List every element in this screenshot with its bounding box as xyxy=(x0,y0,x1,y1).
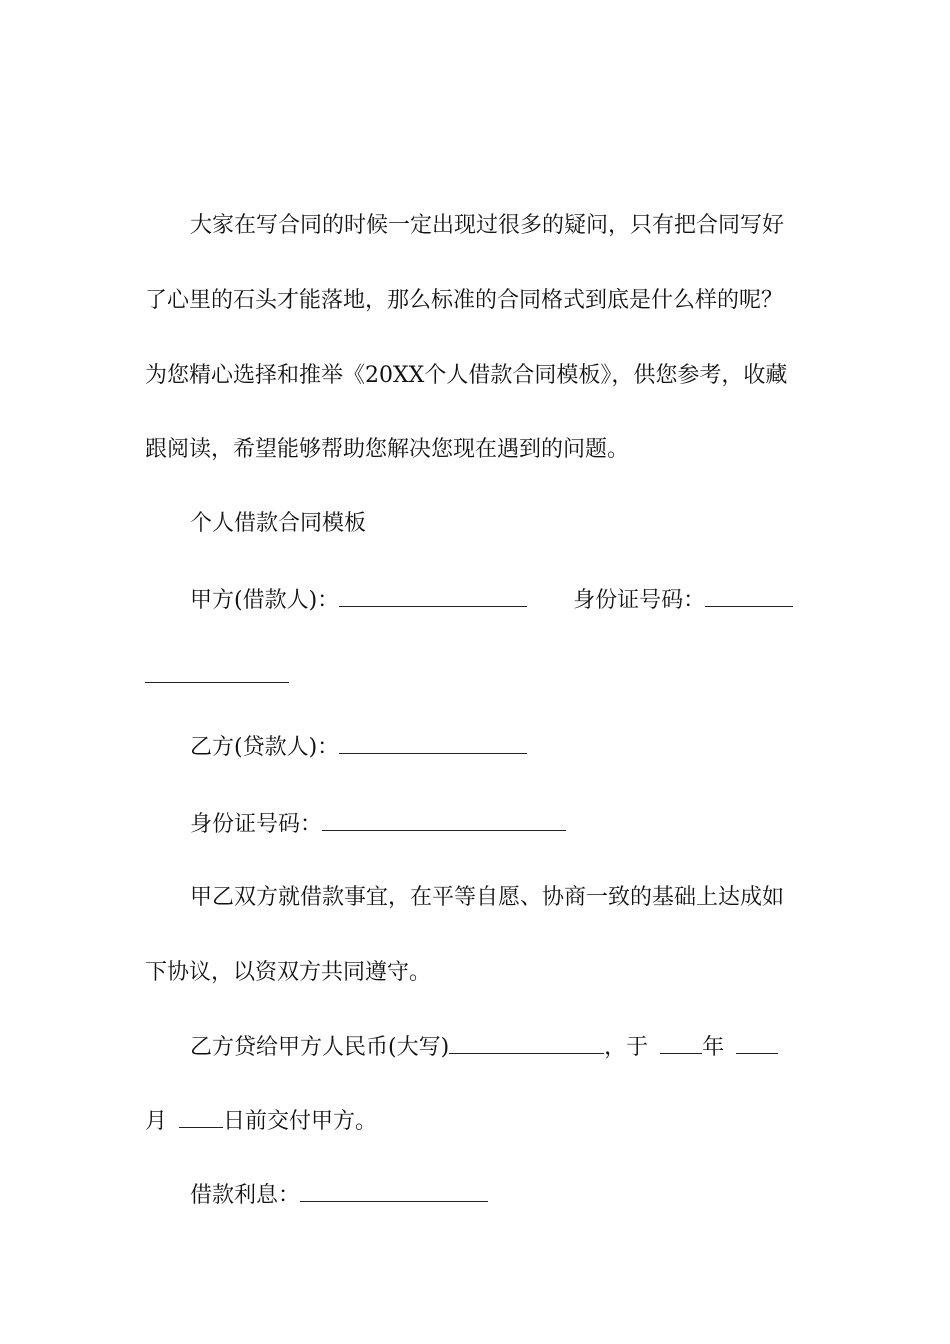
party-a-id-blank[interactable] xyxy=(705,586,793,607)
party-b-id-blank[interactable] xyxy=(322,810,566,831)
loan-date-row xyxy=(145,1107,805,1137)
loan-yu: ，于 xyxy=(604,1035,649,1060)
loan-day-suffix: 日前交付甲方。 xyxy=(223,1109,378,1134)
loan-month-label: 月 xyxy=(145,1109,168,1134)
intro-line-2: 了心里的石头才能落地，那么标准的合同格式到底是什么样的呢？ xyxy=(145,288,784,313)
party-a-label: 甲方(借款人)： xyxy=(190,588,340,613)
intro-line-1: 大家在写合同的时候一定出现过很多的疑问，只有把合同写好 xyxy=(190,213,785,238)
interest-label: 借款利息： xyxy=(190,1183,301,1208)
loan-year-blank[interactable] xyxy=(660,1033,702,1054)
agreement-line-1: 甲乙双方就借款事宜，在平等自愿、协商一致的基础上达成如 xyxy=(190,885,785,910)
interest-blank[interactable] xyxy=(300,1181,488,1202)
loan-amount-blank[interactable] xyxy=(449,1033,604,1054)
party-b-id-row xyxy=(190,810,850,840)
party-b-label: 乙方(贷款人)： xyxy=(190,735,340,760)
loan-year-label: 年 xyxy=(702,1035,725,1060)
party-a-id-continuation xyxy=(145,662,805,692)
intro-line-3: 为您精心选择和推举《20XX个人借款合同模板》，供您参考，收藏 xyxy=(145,363,788,388)
party-a-id-blank-continued[interactable] xyxy=(145,662,289,683)
party-b-id-label: 身份证号码： xyxy=(190,812,323,837)
contract-title: 个人借款合同模板 xyxy=(190,511,367,536)
interest-row xyxy=(190,1181,850,1211)
party-a-row xyxy=(190,586,850,616)
loan-prefix: 乙方贷给甲方人民币(大写) xyxy=(190,1035,450,1060)
agreement-line-2: 下协议，以资双方共同遵守。 xyxy=(145,960,432,985)
party-b-name-blank[interactable] xyxy=(339,733,527,754)
loan-day-blank[interactable] xyxy=(179,1107,223,1128)
party-b-row xyxy=(190,733,850,763)
party-a-name-blank[interactable] xyxy=(339,586,527,607)
party-a-id-label: 身份证号码： xyxy=(573,588,706,613)
loan-month-blank[interactable] xyxy=(736,1033,778,1054)
intro-line-4: 跟阅读，希望能够帮助您解决您现在遇到的问题。 xyxy=(145,437,630,462)
loan-amount-row xyxy=(190,1033,850,1063)
